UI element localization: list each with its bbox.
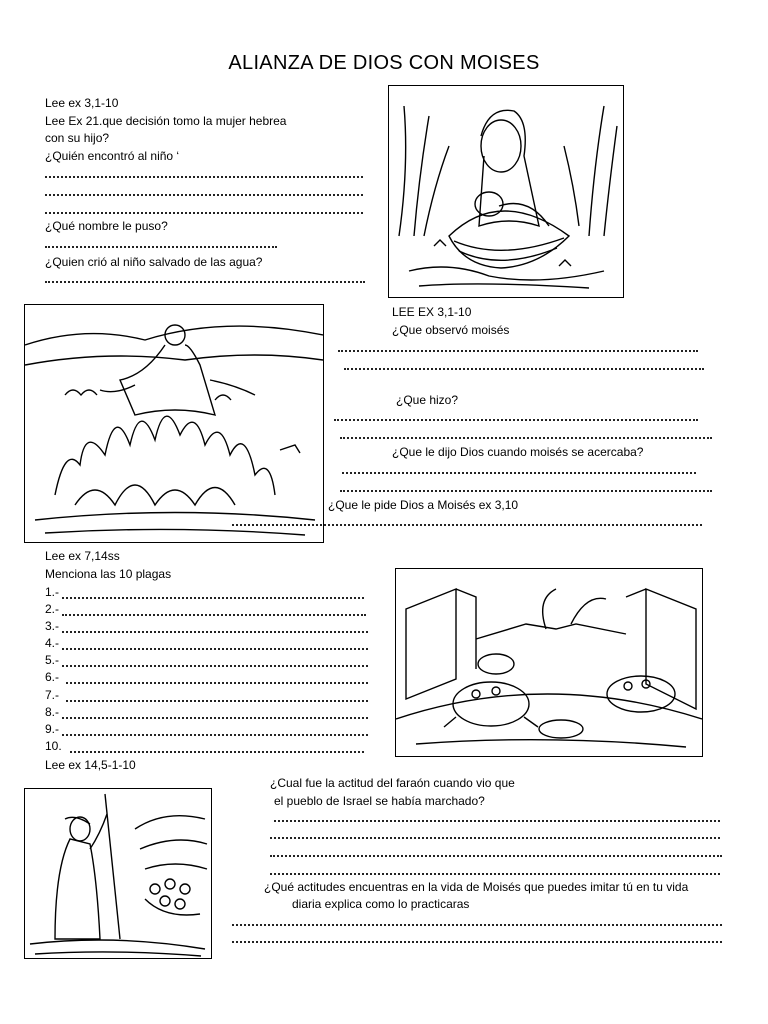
plague-number: 2.- (45, 602, 60, 616)
answer-line[interactable] (340, 437, 712, 439)
answer-line[interactable] (232, 941, 722, 943)
question-text: diaria explica como lo practicaras (292, 897, 470, 911)
answer-line[interactable] (62, 717, 368, 719)
question-text: ¿Qué nombre le puso? (45, 219, 168, 233)
answer-line[interactable] (45, 281, 365, 283)
plague-number: 10. (45, 739, 62, 753)
answer-line[interactable] (270, 837, 720, 839)
answer-line[interactable] (66, 682, 368, 684)
answer-line[interactable] (232, 924, 722, 926)
answer-line[interactable] (62, 631, 368, 633)
answer-line[interactable] (62, 734, 368, 736)
answer-line[interactable] (340, 490, 712, 492)
baby-moses-basket-illustration (388, 85, 624, 298)
question-text: ¿Que le dijo Dios cuando moisés se acercaba? (392, 445, 644, 459)
question-text: ¿Que observó moisés (392, 323, 510, 337)
plague-number: 6.- (45, 670, 60, 684)
answer-line[interactable] (45, 212, 363, 214)
reading-reference: Lee ex 14,5-1-10 (45, 758, 136, 772)
answer-line[interactable] (70, 751, 364, 753)
question-text: Lee Ex 21.que decisión tomo la mujer hebrea (45, 114, 287, 128)
question-text: Menciona las 10 plagas (45, 567, 172, 581)
parting-sea-illustration (24, 788, 212, 959)
answer-line[interactable] (45, 246, 277, 248)
question-text: ¿Cual fue la actitud del faraón cuando vio que (270, 776, 515, 790)
answer-line[interactable] (45, 176, 363, 178)
plague-number: 7.- (45, 688, 60, 702)
question-text: ¿Que hizo? (396, 393, 459, 407)
plague-number: 4.- (45, 636, 60, 650)
answer-line[interactable] (344, 368, 704, 370)
answer-line[interactable] (270, 873, 720, 875)
answer-line[interactable] (62, 648, 368, 650)
reading-reference: Lee ex 3,1-10 (45, 96, 119, 110)
plague-number: 5.- (45, 653, 60, 667)
answer-line[interactable] (62, 665, 368, 667)
answer-line[interactable] (274, 820, 720, 822)
answer-line[interactable] (45, 194, 363, 196)
question-text: ¿Quién encontró al niño ‘ (45, 149, 180, 163)
plague-number: 8.- (45, 705, 60, 719)
burning-bush-illustration (24, 304, 324, 543)
question-text: ¿Qué actitudes encuentras en la vida de Moisés que puedes imitar tú en tu vida (264, 880, 689, 894)
question-text: ¿Que le pide Dios a Moisés ex 3,10 (328, 498, 519, 512)
answer-line[interactable] (66, 700, 368, 702)
answer-line[interactable] (62, 614, 366, 616)
plague-number: 3.- (45, 619, 60, 633)
answer-line[interactable] (232, 524, 702, 526)
answer-line[interactable] (338, 350, 698, 352)
question-text: el pueblo de Israel se había marchado? (274, 794, 485, 808)
answer-line[interactable] (62, 597, 364, 599)
answer-line[interactable] (334, 419, 698, 421)
answer-line[interactable] (342, 472, 696, 474)
frogs-plague-illustration (395, 568, 703, 757)
reading-reference: LEE EX 3,1-10 (392, 305, 472, 319)
plague-number: 9.- (45, 722, 60, 736)
page-title: ALIANZA DE DIOS CON MOISES (228, 52, 540, 74)
answer-line[interactable] (270, 855, 722, 857)
reading-reference: Lee ex 7,14ss (45, 549, 120, 563)
plague-number: 1.- (45, 585, 60, 599)
question-text: ¿Quien crió al niño salvado de las agua? (45, 255, 263, 269)
question-text: con su hijo? (45, 131, 110, 145)
